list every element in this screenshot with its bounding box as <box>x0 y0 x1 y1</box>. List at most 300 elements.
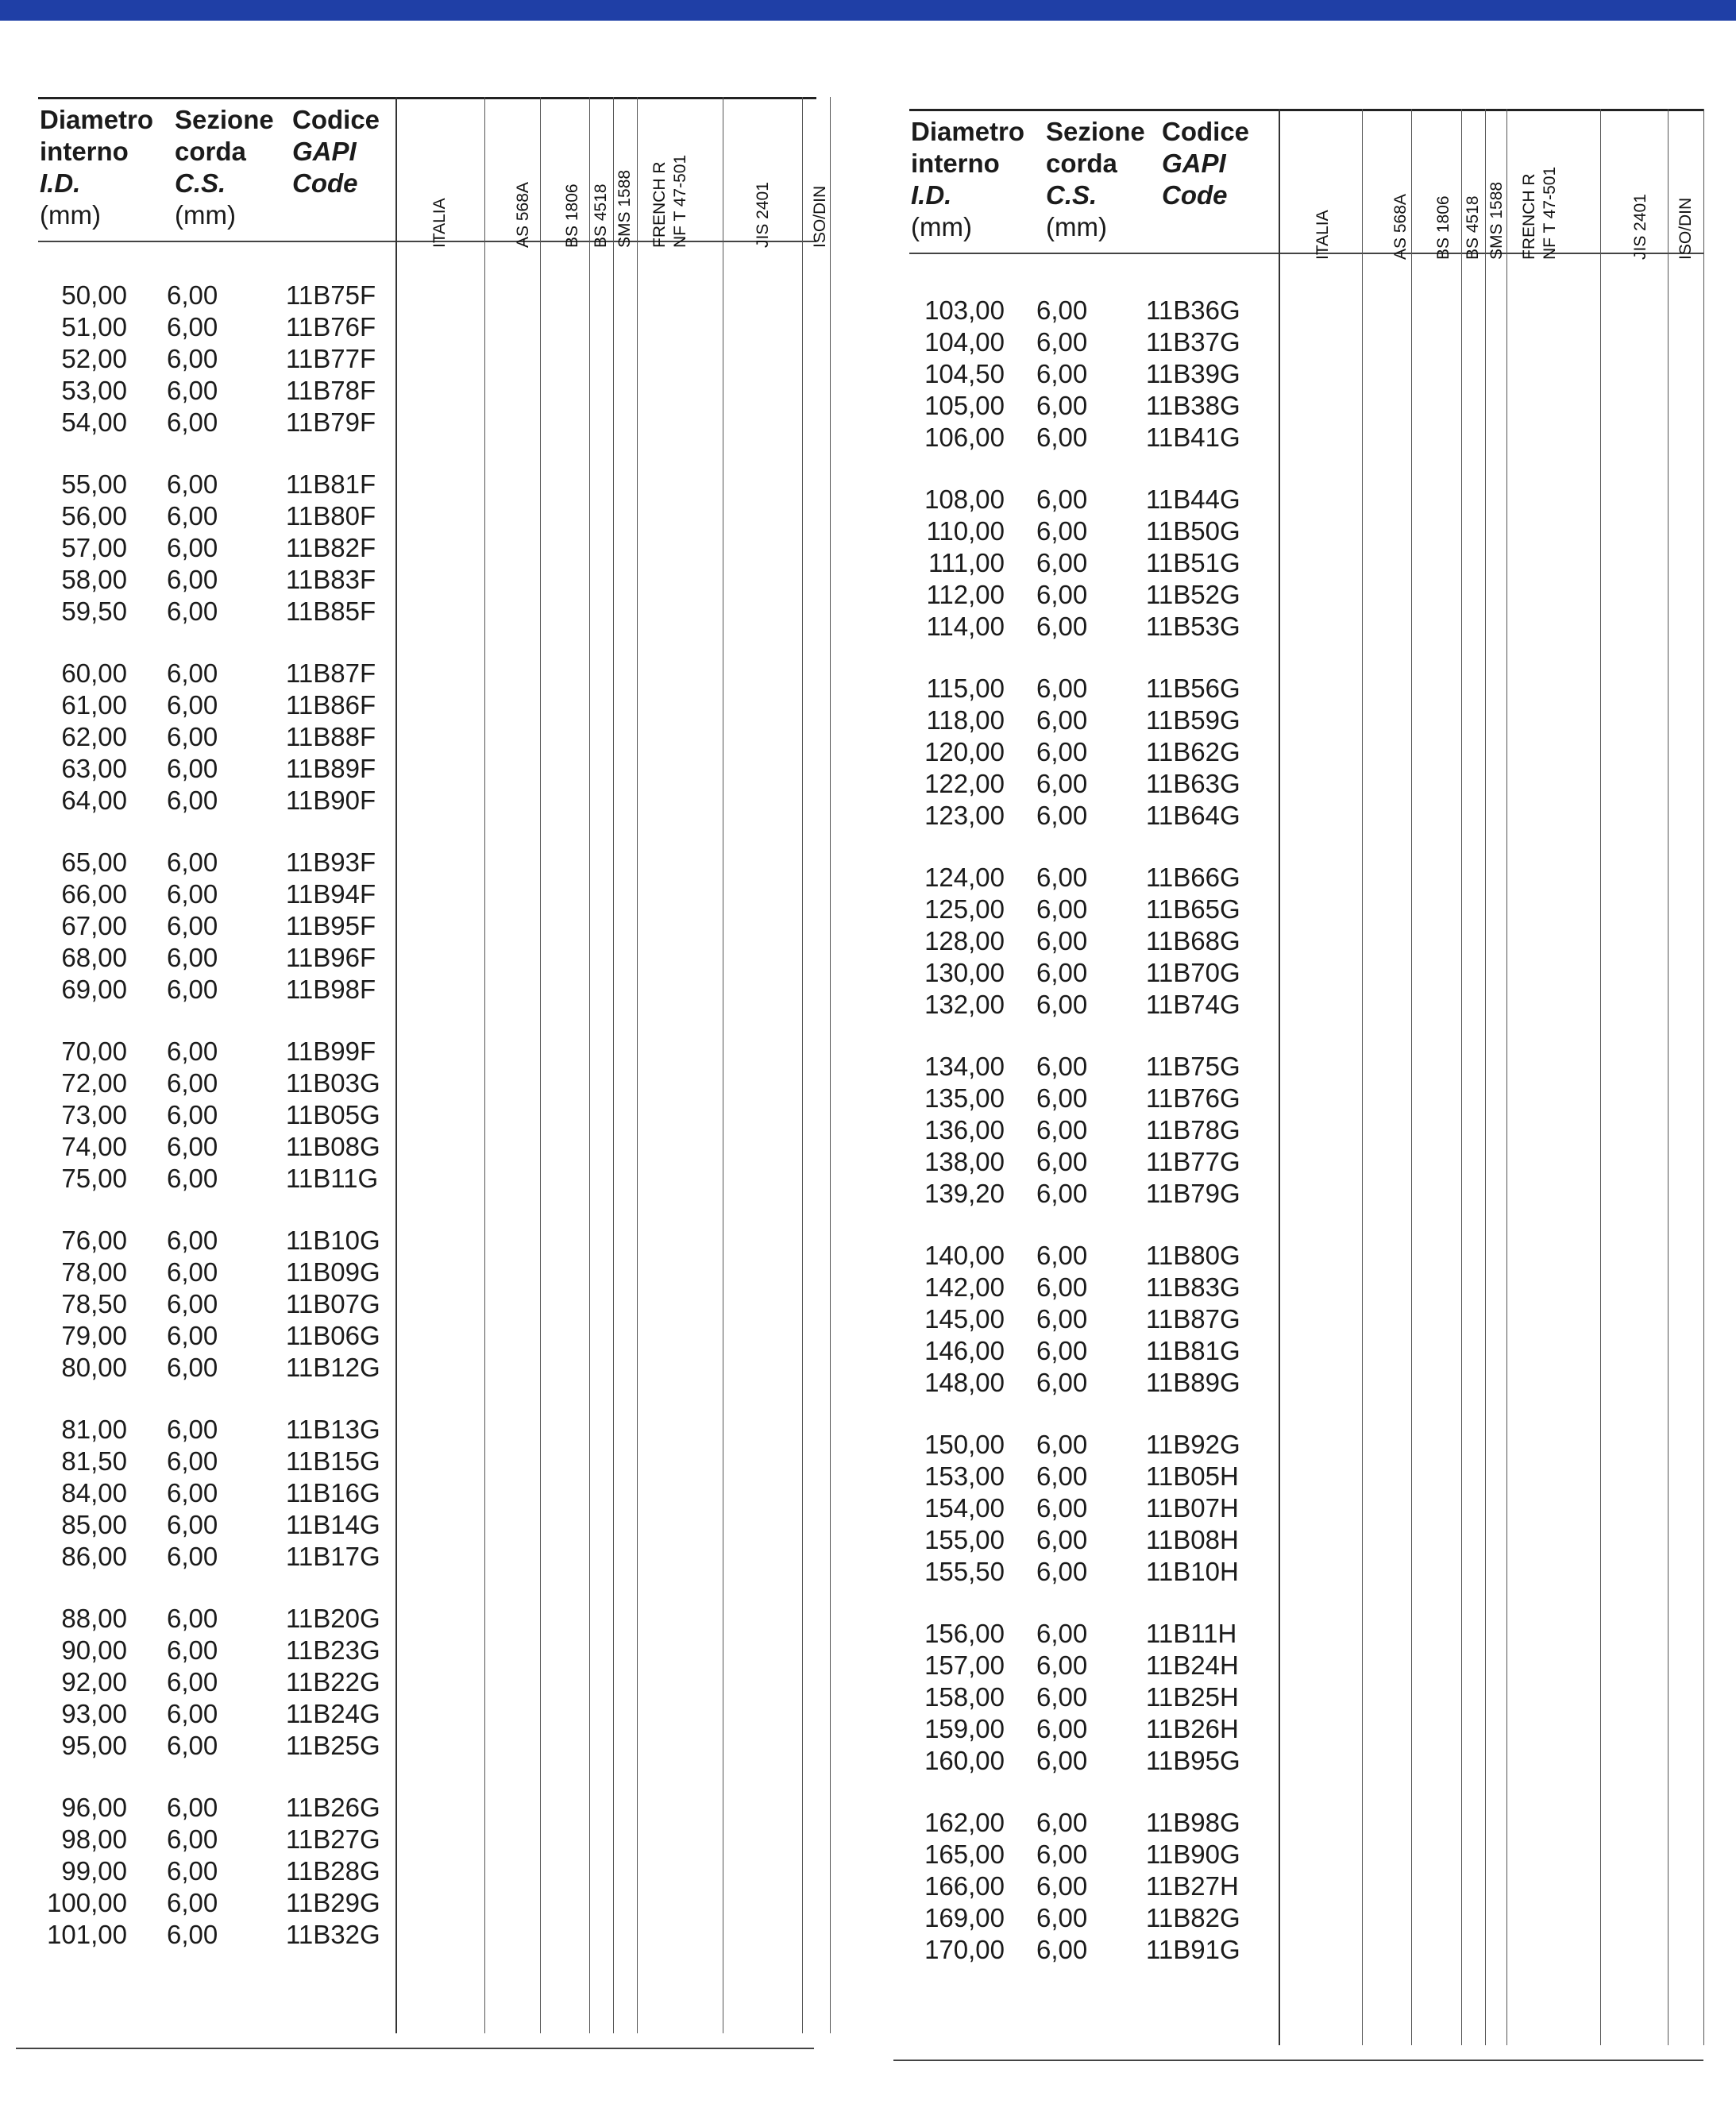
gapi-code: 11B93F <box>286 847 376 877</box>
gapi-code: 11B99F <box>286 1037 376 1066</box>
inner-diameter: 76,00 <box>61 1226 127 1255</box>
gapi-code: 11B15G <box>286 1446 380 1476</box>
cross-section: 6,00 <box>167 690 218 720</box>
code-header: Codice GAPI Code <box>1162 117 1250 210</box>
table-row <box>16 1131 397 1163</box>
table-row <box>893 484 1275 515</box>
cross-section: 6,00 <box>1036 548 1088 577</box>
cross-section: 6,00 <box>167 1164 218 1193</box>
cross-section: 6,00 <box>1036 423 1088 452</box>
gapi-code: 11B87F <box>286 658 376 688</box>
table-row <box>16 942 397 974</box>
gapi-code: 11B87G <box>1146 1304 1240 1334</box>
gapi-code: 11B52G <box>1146 580 1240 609</box>
inner-diameter: 148,00 <box>924 1368 1005 1397</box>
column-divider <box>613 97 614 2033</box>
table-row <box>16 910 397 942</box>
standard-label: NF T 47-501 <box>1541 166 1559 260</box>
gapi-code: 11B20G <box>286 1604 380 1633</box>
table-row <box>16 847 397 878</box>
gapi-code: 11B10H <box>1146 1557 1239 1586</box>
cross-section: 6,00 <box>167 658 218 688</box>
cross-section: 6,00 <box>1036 1714 1088 1743</box>
inner-diameter: 146,00 <box>924 1336 1005 1365</box>
table-row <box>16 1541 397 1573</box>
standard-label: NF T 47-501 <box>671 154 689 248</box>
gapi-code: 11B56G <box>1146 674 1240 703</box>
table-row <box>893 768 1275 800</box>
inner-diameter: 78,00 <box>61 1257 127 1287</box>
gapi-code: 11B62G <box>1146 737 1240 766</box>
table-row <box>893 1618 1275 1650</box>
gapi-code: 11B79F <box>286 407 376 437</box>
standard-label: ISO/DIN <box>1676 197 1695 260</box>
table-row <box>16 1099 397 1131</box>
cross-section: 6,00 <box>1036 1746 1088 1775</box>
inner-diameter: 56,00 <box>61 501 127 531</box>
gapi-code: 11B25G <box>286 1731 380 1760</box>
cross-section: 6,00 <box>167 1068 218 1098</box>
cross-section: 6,00 <box>167 1856 218 1886</box>
inner-diameter: 154,00 <box>924 1493 1005 1523</box>
inner-diameter: 68,00 <box>61 943 127 972</box>
inner-diameter: 125,00 <box>924 894 1005 924</box>
cross-section: 6,00 <box>167 847 218 877</box>
inner-diameter: 67,00 <box>61 911 127 940</box>
cross-section: 6,00 <box>1036 958 1088 987</box>
column-divider <box>1485 109 1486 2045</box>
inner-diameter: 145,00 <box>924 1304 1005 1334</box>
table-row <box>16 375 397 407</box>
gapi-code: 11B74G <box>1146 990 1240 1019</box>
table-row <box>893 1461 1275 1492</box>
cross-section: 6,00 <box>1036 926 1088 955</box>
gapi-code: 11B81F <box>286 469 376 499</box>
inner-diameter: 78,50 <box>61 1289 127 1318</box>
cross-section: 6,00 <box>167 1478 218 1508</box>
cross-section: 6,00 <box>1036 1682 1088 1712</box>
table-row <box>16 1288 397 1320</box>
inner-diameter: 132,00 <box>924 990 1005 1019</box>
table-row <box>893 894 1275 925</box>
gapi-code: 11B36G <box>1146 295 1240 325</box>
gapi-code: 11B08H <box>1146 1525 1239 1554</box>
cross-section: 6,00 <box>167 1132 218 1161</box>
gapi-code: 11B44G <box>1146 484 1240 514</box>
gapi-code: 11B11H <box>1146 1619 1237 1648</box>
column-divider <box>1461 109 1462 2045</box>
table-row <box>16 658 397 689</box>
table-row <box>16 280 397 311</box>
column-divider <box>1411 109 1412 2045</box>
gapi-code: 11B09G <box>286 1257 380 1287</box>
cross-section: 6,00 <box>167 1793 218 1822</box>
cross-section: 6,00 <box>167 1920 218 1949</box>
gapi-code: 11B75F <box>286 280 376 310</box>
table-row <box>893 1745 1275 1777</box>
gapi-code: 11B63G <box>1146 769 1240 798</box>
cross-section: 6,00 <box>167 1667 218 1697</box>
cross-section: 6,00 <box>167 1824 218 1854</box>
column-divider <box>1279 109 1280 2045</box>
cross-section: 6,00 <box>1036 1052 1088 1081</box>
cross-section: 6,00 <box>1036 1525 1088 1554</box>
table-row <box>893 1146 1275 1178</box>
gapi-code: 11B70G <box>1146 958 1240 987</box>
inner-diameter: 66,00 <box>61 879 127 909</box>
cross-section: 6,00 <box>1036 1083 1088 1113</box>
cross-section: 6,00 <box>167 376 218 405</box>
column-divider <box>637 97 638 2033</box>
gapi-code: 11B75G <box>1146 1052 1240 1081</box>
inner-diameter: 123,00 <box>924 801 1005 830</box>
inner-diameter: 112,00 <box>926 580 1005 609</box>
cross-section: 6,00 <box>1036 1493 1088 1523</box>
table-row <box>16 596 397 627</box>
table-row <box>893 1902 1275 1934</box>
gapi-code: 11B24H <box>1146 1650 1239 1680</box>
table-row <box>16 343 397 375</box>
gapi-code: 11B59G <box>1146 705 1240 735</box>
table-row <box>16 469 397 500</box>
cross-section: 6,00 <box>1036 295 1088 325</box>
cross-section: 6,00 <box>167 786 218 815</box>
gapi-code: 11B95F <box>286 911 376 940</box>
gapi-code: 11B94F <box>286 879 376 909</box>
table-row <box>893 1807 1275 1839</box>
standard-label: BS 1806 <box>1434 195 1452 260</box>
table-row <box>16 1067 397 1099</box>
gapi-code: 11B12G <box>286 1353 380 1382</box>
gapi-code: 11B17G <box>286 1542 380 1571</box>
inner-diameter: 85,00 <box>61 1510 127 1539</box>
cross-section: 6,00 <box>167 407 218 437</box>
cross-section: 6,00 <box>167 911 218 940</box>
standard-label: BS 1806 <box>563 183 581 248</box>
cross-section: 6,00 <box>1036 1272 1088 1302</box>
cross-section: 6,00 <box>1036 705 1088 735</box>
column-divider <box>802 97 803 2033</box>
inner-diameter: 61,00 <box>61 690 127 720</box>
cross-section: 6,00 <box>1036 1840 1088 1869</box>
cs-header: Sezione corda C.S. (mm) <box>175 105 274 230</box>
gapi-code: 11B82G <box>1146 1903 1240 1932</box>
cross-section: 6,00 <box>167 501 218 531</box>
table-row <box>893 515 1275 547</box>
inner-diameter: 93,00 <box>61 1699 127 1728</box>
inner-diameter: 62,00 <box>61 722 127 751</box>
cross-section: 6,00 <box>1036 1336 1088 1365</box>
table-row <box>893 422 1275 454</box>
inner-diameter: 106,00 <box>924 423 1005 452</box>
inner-diameter: 69,00 <box>61 975 127 1004</box>
gapi-code: 11B27H <box>1146 1871 1239 1901</box>
column-divider <box>1506 109 1507 2045</box>
inner-diameter: 114,00 <box>926 612 1005 641</box>
cs-header: Sezione corda C.S. (mm) <box>1046 117 1145 241</box>
inner-diameter: 165,00 <box>924 1840 1005 1869</box>
cross-section: 6,00 <box>167 1699 218 1728</box>
standard-label: SMS 1588 <box>1487 181 1506 260</box>
cross-section: 6,00 <box>167 1731 218 1760</box>
inner-diameter: 138,00 <box>924 1147 1005 1176</box>
table-row <box>16 1225 397 1257</box>
standard-label: JIS 2401 <box>1631 194 1649 260</box>
inner-diameter: 51,00 <box>61 312 127 342</box>
right-table <box>893 107 1703 2061</box>
inner-diameter: 90,00 <box>61 1635 127 1665</box>
gapi-code: 11B85F <box>286 596 376 626</box>
cross-section: 6,00 <box>1036 1461 1088 1491</box>
inner-diameter: 100,00 <box>47 1888 127 1917</box>
inner-diameter: 101,00 <box>47 1920 127 1949</box>
cross-section: 6,00 <box>167 1289 218 1318</box>
table-row <box>16 407 397 438</box>
table-row <box>16 1855 397 1887</box>
table-row <box>893 326 1275 358</box>
cross-section: 6,00 <box>167 312 218 342</box>
table-row <box>16 1919 397 1951</box>
table-row <box>16 689 397 721</box>
gapi-code: 11B05H <box>1146 1461 1239 1491</box>
code-header: Codice GAPI Code <box>292 105 380 198</box>
gapi-code: 11B76G <box>1146 1083 1240 1113</box>
gapi-code: 11B81G <box>1146 1336 1240 1365</box>
gapi-code: 11B07G <box>286 1289 380 1318</box>
inner-diameter: 157,00 <box>924 1650 1005 1680</box>
standard-label: SMS 1588 <box>615 169 634 248</box>
left-bottom-rule <box>16 2048 814 2049</box>
inner-diameter: 111,00 <box>928 548 1005 577</box>
gapi-code: 11B92G <box>1146 1430 1240 1459</box>
cross-section: 6,00 <box>1036 990 1088 1019</box>
cross-section: 6,00 <box>167 1100 218 1129</box>
table-row <box>893 1934 1275 1966</box>
table-row <box>16 1730 397 1762</box>
column-divider <box>1362 109 1363 2045</box>
table-row <box>16 1509 397 1541</box>
inner-diameter: 124,00 <box>924 863 1005 892</box>
gapi-code: 11B29G <box>286 1888 380 1917</box>
table-row <box>893 1083 1275 1114</box>
gapi-code: 11B89F <box>286 754 376 783</box>
inner-diameter: 110,00 <box>926 516 1005 546</box>
table-row <box>893 1303 1275 1335</box>
inner-diameter: 80,00 <box>61 1353 127 1382</box>
inner-diameter: 65,00 <box>61 847 127 877</box>
table-row <box>16 1446 397 1477</box>
table-row <box>893 957 1275 989</box>
table-row <box>893 1178 1275 1210</box>
inner-diameter: 166,00 <box>924 1871 1005 1901</box>
cross-section: 6,00 <box>1036 391 1088 420</box>
cross-section: 6,00 <box>1036 894 1088 924</box>
table-row <box>893 1240 1275 1272</box>
gapi-code: 11B90F <box>286 786 376 815</box>
cross-section: 6,00 <box>167 1415 218 1444</box>
standard-label: ITALIA <box>1314 210 1332 260</box>
cross-section: 6,00 <box>167 1635 218 1665</box>
table-row <box>16 1698 397 1730</box>
cross-section: 6,00 <box>1036 801 1088 830</box>
cross-section: 6,00 <box>1036 327 1088 357</box>
inner-diameter: 115,00 <box>926 674 1005 703</box>
gapi-code: 11B78F <box>286 376 376 405</box>
cross-section: 6,00 <box>167 1510 218 1539</box>
gapi-code: 11B26H <box>1146 1714 1239 1743</box>
gapi-code: 11B14G <box>286 1510 380 1539</box>
inner-diameter: 95,00 <box>61 1731 127 1760</box>
inner-diameter: 162,00 <box>924 1808 1005 1837</box>
cross-section: 6,00 <box>1036 1903 1088 1932</box>
inner-diameter: 84,00 <box>61 1478 127 1508</box>
inner-diameter: 170,00 <box>924 1935 1005 1964</box>
gapi-code: 11B65G <box>1146 894 1240 924</box>
inner-diameter: 155,50 <box>924 1557 1005 1586</box>
cross-section: 6,00 <box>1036 1147 1088 1176</box>
gapi-code: 11B22G <box>286 1667 380 1697</box>
table-row <box>16 1320 397 1352</box>
standard-label: ITALIA <box>430 198 449 248</box>
standard-label: BS 4518 <box>592 183 610 248</box>
inner-diameter: 159,00 <box>924 1714 1005 1743</box>
inner-diameter: 52,00 <box>61 344 127 373</box>
inner-diameter: 153,00 <box>924 1461 1005 1491</box>
table-row <box>893 1524 1275 1556</box>
gapi-code: 11B28G <box>286 1856 380 1886</box>
cross-section: 6,00 <box>1036 1368 1088 1397</box>
inner-diameter: 169,00 <box>924 1903 1005 1932</box>
inner-diameter: 59,50 <box>61 596 127 626</box>
gapi-code: 11B13G <box>286 1415 380 1444</box>
gapi-code: 11B88F <box>286 722 376 751</box>
inner-diameter: 86,00 <box>61 1542 127 1571</box>
inner-diameter: 158,00 <box>924 1682 1005 1712</box>
gapi-code: 11B96F <box>286 943 376 972</box>
gapi-code: 11B76F <box>286 312 376 342</box>
inner-diameter: 99,00 <box>61 1856 127 1886</box>
inner-diameter: 120,00 <box>924 737 1005 766</box>
gapi-code: 11B11G <box>286 1164 379 1193</box>
table-row <box>16 1824 397 1855</box>
gapi-code: 11B98F <box>286 975 376 1004</box>
gapi-code: 11B53G <box>1146 612 1240 641</box>
table-row <box>16 500 397 532</box>
table-row <box>16 1792 397 1824</box>
gapi-code: 11B80F <box>286 501 376 531</box>
inner-diameter: 135,00 <box>924 1083 1005 1113</box>
table-row <box>893 925 1275 957</box>
table-row <box>893 547 1275 579</box>
gapi-code: 11B05G <box>286 1100 380 1129</box>
inner-diameter: 73,00 <box>61 1100 127 1129</box>
id-header: Diametro interno I.D. (mm) <box>911 117 1025 241</box>
cross-section: 6,00 <box>1036 484 1088 514</box>
column-divider <box>540 97 541 2033</box>
table-row <box>893 1650 1275 1681</box>
top-blue-band <box>0 0 1736 21</box>
cross-section: 6,00 <box>167 879 218 909</box>
cross-section: 6,00 <box>167 1257 218 1287</box>
table-row <box>16 1414 397 1446</box>
gapi-code: 11B23G <box>286 1635 380 1665</box>
cross-section: 6,00 <box>167 533 218 562</box>
cross-section: 6,00 <box>167 975 218 1004</box>
gapi-code: 11B78G <box>1146 1115 1240 1145</box>
standard-label: JIS 2401 <box>754 182 772 248</box>
table-row <box>16 785 397 817</box>
table-row <box>16 1163 397 1195</box>
cross-section: 6,00 <box>167 1446 218 1476</box>
left-table <box>16 95 829 2049</box>
gapi-code: 11B07H <box>1146 1493 1239 1523</box>
table-row <box>16 1666 397 1698</box>
inner-diameter: 57,00 <box>61 533 127 562</box>
gapi-code: 11B16G <box>286 1478 380 1508</box>
gapi-code: 11B32G <box>286 1920 380 1949</box>
table-row <box>16 1352 397 1384</box>
cross-section: 6,00 <box>167 754 218 783</box>
table-row <box>16 1036 397 1067</box>
table-row <box>16 753 397 785</box>
id-header: Diametro interno I.D. (mm) <box>40 105 154 230</box>
cross-section: 6,00 <box>167 596 218 626</box>
gapi-code: 11B39G <box>1146 359 1240 388</box>
inner-diameter: 122,00 <box>924 769 1005 798</box>
standard-label: AS 568A <box>1391 194 1410 260</box>
table-row <box>16 1257 397 1288</box>
inner-diameter: 128,00 <box>924 926 1005 955</box>
cross-section: 6,00 <box>1036 580 1088 609</box>
gapi-code: 11B41G <box>1146 423 1240 452</box>
cross-section: 6,00 <box>1036 737 1088 766</box>
gapi-code: 11B91G <box>1146 1935 1240 1964</box>
cross-section: 6,00 <box>1036 1430 1088 1459</box>
inner-diameter: 81,50 <box>61 1446 127 1476</box>
cross-section: 6,00 <box>1036 1304 1088 1334</box>
inner-diameter: 50,00 <box>61 280 127 310</box>
cross-section: 6,00 <box>167 344 218 373</box>
cross-section: 6,00 <box>1036 863 1088 892</box>
gapi-code: 11B77F <box>286 344 376 373</box>
cross-section: 6,00 <box>167 469 218 499</box>
table-row <box>893 358 1275 390</box>
inner-diameter: 96,00 <box>61 1793 127 1822</box>
inner-diameter: 103,00 <box>924 295 1005 325</box>
inner-diameter: 139,20 <box>924 1179 1005 1208</box>
inner-diameter: 104,00 <box>924 327 1005 357</box>
inner-diameter: 72,00 <box>61 1068 127 1098</box>
table-row <box>16 1887 397 1919</box>
inner-diameter: 108,00 <box>924 484 1005 514</box>
table-row <box>16 721 397 753</box>
column-divider <box>589 97 590 2033</box>
gapi-code: 11B26G <box>286 1793 380 1822</box>
table-row <box>893 579 1275 611</box>
table-row <box>893 1556 1275 1588</box>
table-row <box>893 1051 1275 1083</box>
inner-diameter: 98,00 <box>61 1824 127 1854</box>
table-row <box>893 800 1275 832</box>
table-row <box>893 1492 1275 1524</box>
table-row <box>893 1367 1275 1399</box>
cross-section: 6,00 <box>1036 1557 1088 1586</box>
inner-diameter: 81,00 <box>61 1415 127 1444</box>
cross-section: 6,00 <box>1036 674 1088 703</box>
inner-diameter: 58,00 <box>61 565 127 594</box>
gapi-code: 11B64G <box>1146 801 1240 830</box>
table-row <box>893 673 1275 705</box>
